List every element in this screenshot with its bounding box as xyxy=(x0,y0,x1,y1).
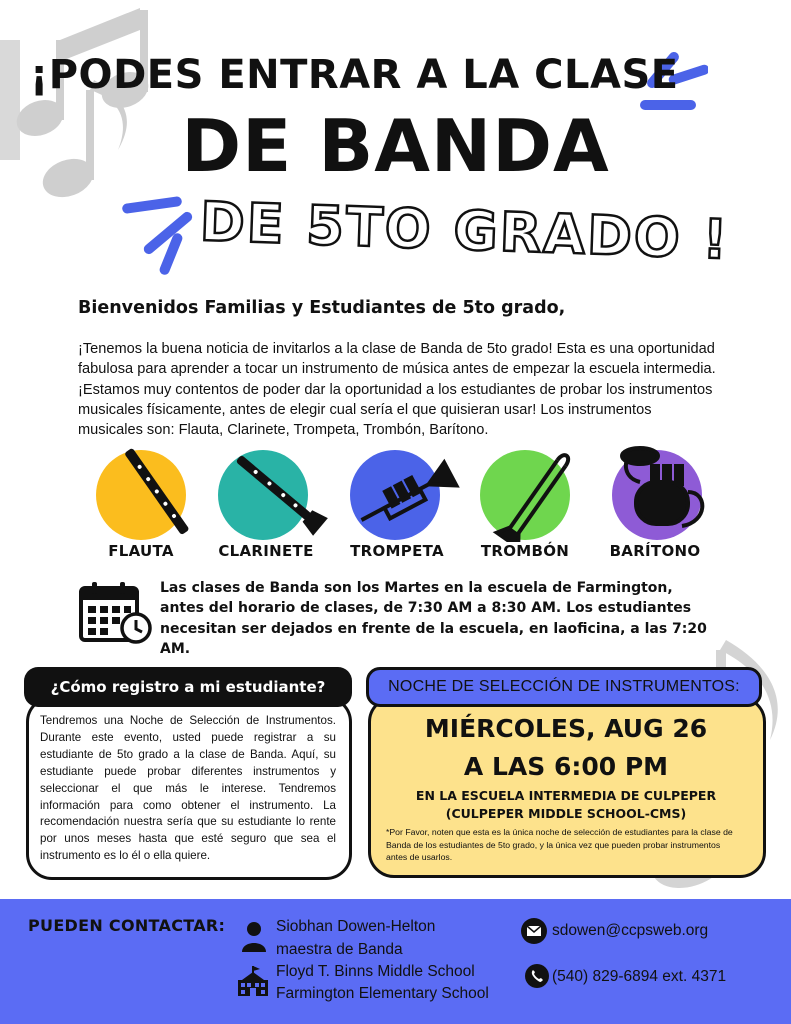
contact-phone[interactable]: (540) 829-6894 ext. 4371 xyxy=(552,968,727,985)
instrument-label: CLARINETE xyxy=(218,542,314,560)
instrument-trompeta xyxy=(350,442,470,572)
intro-paragraph: ¡Tenemos la buena noticia de invitarlos a la clase de Banda de 5to grado! Esta es una oportunidad fabulosa para aprender a tocar un instrumento de música antes de empezar la escuela intermedia. ¡Estamos muy contentos de poder dar la oportunidad a los estudiantes de probar los instrumentos musicales físicamente, antes de elegir cual sería el que quisieran usar! Los instrumentos musicales son: Flauta, Clarinete, Trompeta, Trombón, Barítono. xyxy=(78,341,716,439)
instrument-flauta xyxy=(96,442,216,572)
contact-label: PUEDEN CONTACTAR: xyxy=(28,916,226,935)
headline-line-1: ¡PODES ENTRAR A LA CLASE xyxy=(30,52,679,98)
calendar-icon xyxy=(78,580,154,644)
trumpet-icon xyxy=(350,442,470,542)
email-icon[interactable] xyxy=(521,918,547,944)
phone-icon[interactable] xyxy=(525,964,549,988)
event-heading: NOCHE DE SELECCIÓN DE INSTRUMENTOS: xyxy=(366,667,762,707)
contact-school-1: Floyd T. Binns Middle School xyxy=(276,963,475,980)
contact-email[interactable]: sdowen@ccpsweb.org xyxy=(552,922,709,939)
headline-line-2: DE BANDA xyxy=(181,104,610,188)
instrument-label: FLAUTA xyxy=(108,542,174,560)
instrument-label: TROMPETA xyxy=(350,542,444,560)
instrument-label: TROMBÓN xyxy=(480,542,570,560)
school-icon xyxy=(236,964,270,998)
register-heading: ¿Cómo registro a mi estudiante? xyxy=(24,667,352,707)
schedule-text: Las clases de Banda son los Martes en la escuela de Farmington, antes del horario de clases, de 7:30 AM a 8:30 AM. Los estudiantes necesitan ser dejados en frente de la escuela, en laoficina, a las 7:20 AM. xyxy=(160,580,707,657)
event-date: MIÉRCOLES, AUG 26 xyxy=(424,714,708,743)
contact-role: maestra de Banda xyxy=(276,941,403,958)
trombone-icon xyxy=(480,442,600,542)
accent-burst-left xyxy=(118,188,208,280)
instrument-trombon xyxy=(480,442,600,572)
instrument-clarinete xyxy=(218,442,338,572)
event-place-english: (CULPEPER MIDDLE SCHOOL-CMS) xyxy=(445,806,687,821)
contact-name: Siobhan Dowen-Helton xyxy=(276,918,436,935)
contact-school-2: Farmington Elementary School xyxy=(276,985,489,1002)
event-place: EN LA ESCUELA INTERMEDIA DE CULPEPER xyxy=(415,788,717,803)
baritone-icon xyxy=(612,442,732,542)
event-note: *Por Favor, noten que esta es la única noche de selección de estudiantes para la clase de Banda de los estudiantes de 5to grado, y la única vez que pueden probar instrumentos antes de usarlos. xyxy=(386,827,733,863)
register-body: Tendremos una Noche de Selección de Instrumentos. Durante este evento, usted puede registrar a su estudiante de 5to grado a la clase de Banda. Aquí, su estudiante puede probar diferentes instrumentos y seleccionar el que más le interese. Tendremos información para como obtener el instrumento. La recomendación nuestra sería que su estudiante lo rente por unos meses hasta que esté seguro que sea el instrumento es lo él o ella quiere. xyxy=(40,714,336,863)
instrument-baritono xyxy=(609,442,732,572)
event-time: A LAS 6:00 PM xyxy=(463,752,669,781)
person-icon xyxy=(240,920,268,952)
greeting: Bienvenidos Familias y Estudiantes de 5to grado, xyxy=(78,298,566,318)
instrument-label: BARÍTONO xyxy=(609,542,701,560)
clarinet-icon xyxy=(218,442,338,542)
headline-line-3: DE 5TO GRADO ! xyxy=(198,190,731,272)
flute-icon xyxy=(96,442,216,542)
